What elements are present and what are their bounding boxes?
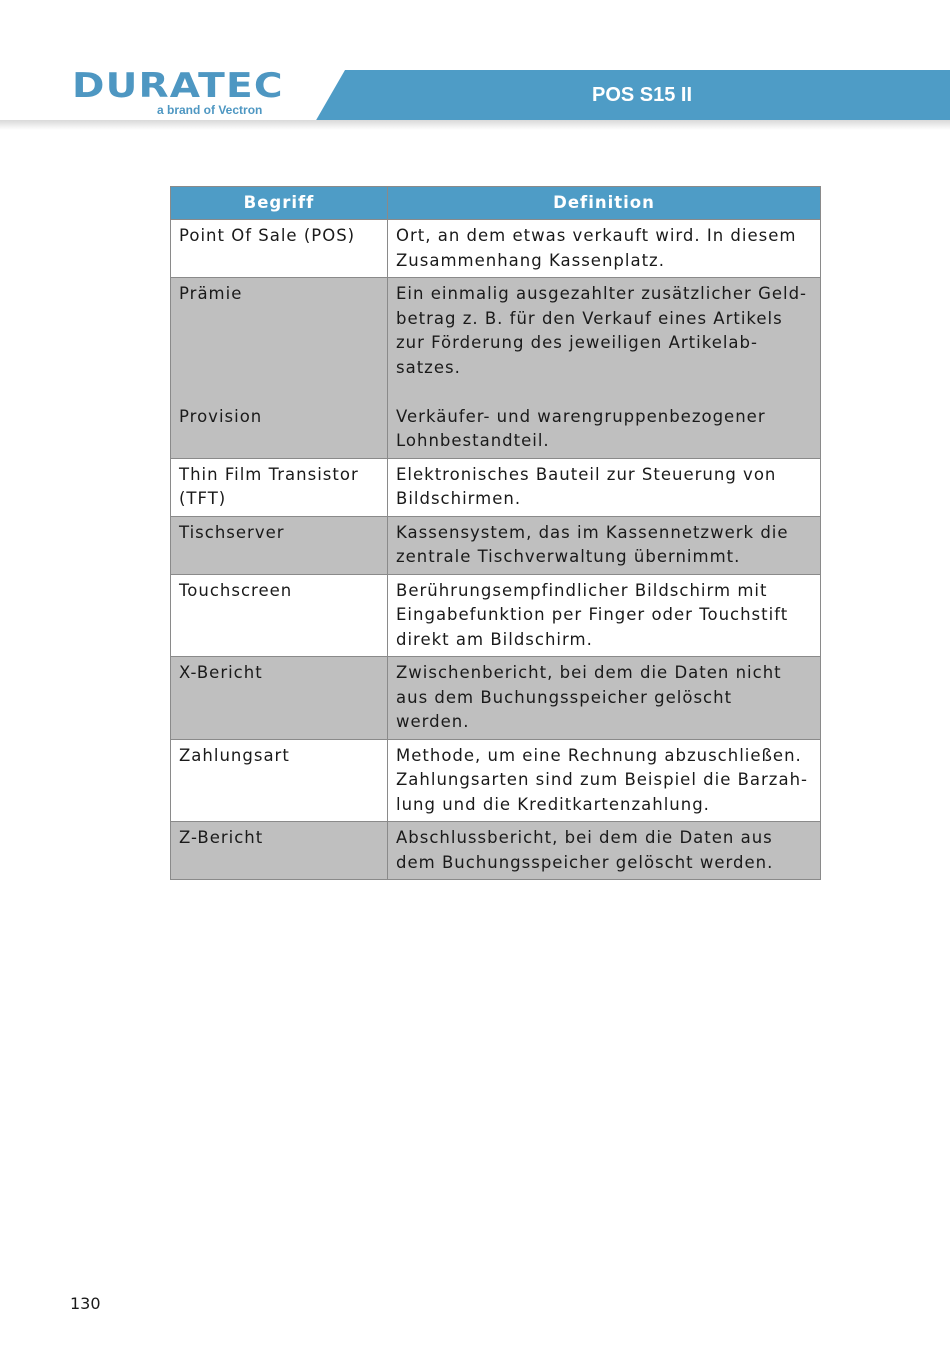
definition-cell [388,278,821,459]
definition-cell [388,220,821,278]
definition-line: werden. [396,712,470,731]
table-row [171,822,821,880]
definition-line: aus dem Buchungsspeicher gelöscht [396,687,733,707]
definition-line: betrag z. B. für den Verkauf eines Artikels [396,308,783,328]
definition-cell [388,657,821,740]
definition-line: Zwischenbericht, bei dem die Daten nicht [396,663,782,682]
table-row [171,516,821,574]
definition-line: Eingabefunktion per Finger oder Touchstift [396,605,789,624]
term-cell [171,739,388,822]
term-text: Point Of Sale (POS) [179,226,356,245]
table-header-row [171,187,821,220]
term-text: Thin Film Transistor [179,464,359,484]
definition-cell [388,574,821,657]
definition-line: Lohnbestandteil. [396,431,550,450]
definition-line: dem Buchungsspeicher gelöscht werden. [396,852,774,872]
term-cell [171,278,388,459]
term-text: Provision [179,406,263,426]
table-row [171,220,821,278]
column-header-definition: Definition [388,187,821,220]
definition-line: Elektronisches Bauteil zur Steuerung von [396,464,777,484]
definition-cell [388,739,821,822]
definition-line: Methode, um eine Rechnung abzuschließen. [396,745,802,765]
definition-line: Berührungsempfindlicher Bildschirm mit [396,580,768,600]
term-cell [171,822,388,880]
definition-line: zur Förderung des jeweiligen Artikelab- [396,333,758,352]
term-cell [171,516,388,574]
definition-line: zentrale Tischverwaltung übernimmt. [396,547,741,566]
term-text: Tischserver [179,522,285,542]
brand-subtitle: a brand of Vectron [157,103,263,117]
term-cell [171,220,388,278]
term-text: Touchscreen [179,580,293,600]
definition-cell [388,822,821,880]
header-shadow [0,120,950,130]
definition-line: Zusammenhang Kassenplatz. [396,250,665,270]
term-cell [171,657,388,740]
table-row [171,739,821,822]
definition-line: Ort, an dem etwas verkauft wird. In diesem [396,226,797,245]
page-number: 130 [70,1294,101,1313]
term-text: Z-Bericht [179,828,264,847]
table-row [171,657,821,740]
definition-line: direkt am Bildschirm. [396,629,593,649]
term-text: Zahlungsart [179,745,290,765]
page-header [0,0,950,130]
definition-line: Ein einmalig ausgezahlter zusätzlicher Geld- [396,284,808,303]
definition-line: satzes. [396,357,461,377]
table-row [171,458,821,516]
term-cell [171,574,388,657]
term-text: X-Bericht [179,663,263,682]
definition-cell [388,458,821,516]
definition-line: lung und die Kreditkartenzahlung. [396,794,710,814]
table-row [171,574,821,657]
definition-line: Abschlussbericht, bei dem die Daten aus [396,828,773,847]
definition-line: Verkäufer- und warengruppenbezogener [396,406,766,426]
duratec-logo: DURATEC [72,66,284,106]
definition-cell [388,516,821,574]
definition-line: Kassensystem, das im Kassennetzwerk die [396,522,789,542]
term-text: Prämie [179,284,243,303]
term-cell [171,458,388,516]
definition-line: Zahlungsarten sind zum Beispiel die Barzah- [396,770,808,789]
definition-line: Bildschirmen. [396,489,522,508]
product-title: POS S15 II [592,84,693,106]
table-row [171,278,821,459]
glossary-table [170,186,821,880]
column-header-term: Begriff [171,187,388,220]
term-text: (TFT) [179,489,227,508]
